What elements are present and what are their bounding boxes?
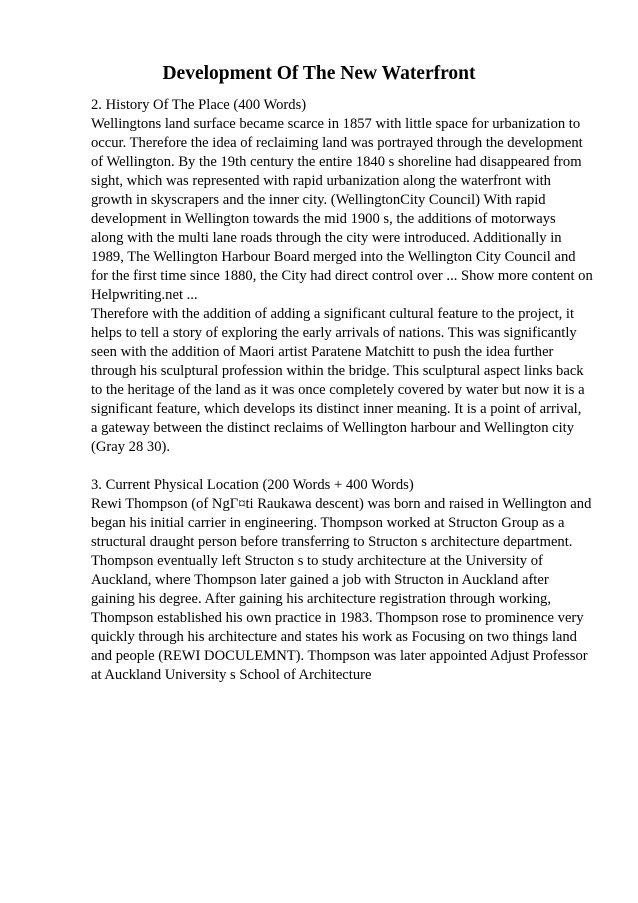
- text-line: for the first time since 1880, the City had direct control over ... Show more content on: [91, 268, 593, 284]
- document-body: [91, 96, 611, 685]
- text-line: and people (REWI DOCULEMNT). Thompson was later appointed Adjust Professor: [91, 648, 588, 664]
- text-line: Wellingtons land surface became scarce in 1857 with little space for urbanization to: [91, 116, 581, 132]
- text-line: (Gray 28 30).: [91, 439, 171, 455]
- text-line: occur. Therefore the idea of reclaiming land was portrayed through the development: [91, 135, 583, 151]
- text-line: Therefore with the addition of adding a significant cultural feature to the project, it: [91, 306, 575, 322]
- cultural-feature-paragraph: [91, 305, 611, 457]
- text-line: to the heritage of the land as it was once completely covered by water but now it is a: [91, 382, 585, 398]
- text-line: quickly through his architecture and states his work as Focusing on two things land: [91, 629, 577, 645]
- text-line: Thompson eventually left Structon s to study architecture at the University of: [91, 553, 543, 569]
- text-line: helps to tell a story of exploring the early arrivals of nations. This was significantly: [91, 325, 577, 341]
- text-line: Auckland, where Thompson later gained a job with Structon in Auckland after: [91, 572, 549, 588]
- text-line: development in Wellington towards the mid 1900 s, the additions of motorways: [91, 211, 556, 227]
- paragraph-spacer: [91, 457, 611, 476]
- text-line: seen with the addition of Maori artist Paratene Matchitt to push the idea further: [91, 344, 554, 360]
- text-line: significant feature, which develops its distinct inner meaning. It is a point of arrival,: [91, 401, 582, 417]
- text-line: began his initial carrier in engineering. Thompson worked at Structon Group as a: [91, 515, 565, 531]
- text-line: growth in skyscrapers and the inner city. (WellingtonCity Council) With rapid: [91, 192, 546, 208]
- text-line: 1989, The Wellington Harbour Board merged into the Wellington City Council and: [91, 249, 576, 265]
- text-line: Helpwriting.net ...: [91, 287, 198, 303]
- text-line: Thompson established his own practice in 1983. Thompson rose to prominence very: [91, 610, 584, 626]
- section-heading-history: 2. History Of The Place (400 Words): [91, 97, 307, 113]
- text-line: gaining his degree. After gaining his architecture registration through working,: [91, 591, 551, 607]
- text-line: Rewi Thompson (of NgГ¤ti Raukawa descent) was born and raised in Wellington and: [91, 496, 592, 512]
- section-heading-location: 3. Current Physical Location (200 Words + 400 Words): [91, 477, 414, 493]
- text-line: through his sculptural profession within the bridge. This sculptural aspect links back: [91, 363, 584, 379]
- history-paragraph: [91, 115, 611, 305]
- thompson-paragraph: [91, 495, 611, 685]
- text-line: along with the multi lane roads through the city were introduced. Additionally in: [91, 230, 562, 246]
- text-line: sight, which was represented with rapid urbanization along the waterfront with: [91, 173, 551, 189]
- text-line: of Wellington. By the 19th century the entire 1840 s shoreline had disappeared from: [91, 154, 582, 170]
- document-title: Development Of The New Waterfront: [162, 63, 476, 84]
- text-line: a gateway between the distinct reclaims of Wellington harbour and Wellington city: [91, 420, 575, 436]
- text-line: at Auckland University s School of Architecture: [91, 667, 372, 683]
- text-line: structural draught person before transferring to Structon s architecture department.: [91, 534, 573, 550]
